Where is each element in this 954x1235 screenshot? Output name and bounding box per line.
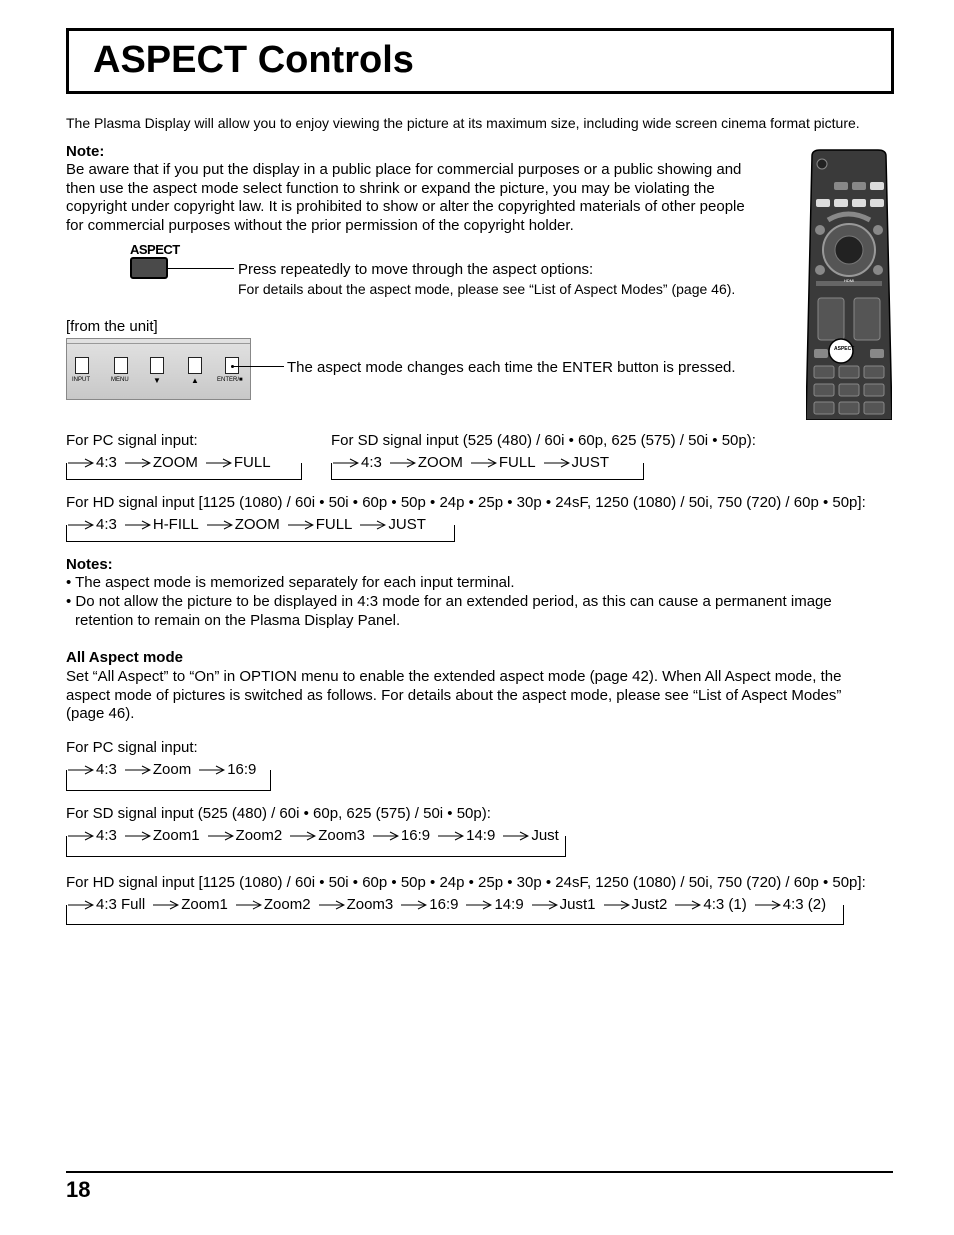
- page-title: ASPECT Controls: [93, 39, 414, 81]
- sd-flow-step: ZOOM: [417, 454, 463, 471]
- unit-down-button[interactable]: [150, 357, 164, 374]
- all-sd-flow-step: 4:3: [96, 827, 117, 844]
- aspect-button-label: ASPECT: [130, 242, 180, 257]
- unit-panel-edge: [67, 343, 250, 344]
- all-pc-flow-step: Zoom: [152, 761, 192, 778]
- aspect-detail: For details about the aspect mode, please see “List of Aspect Modes” (page 46).: [238, 281, 736, 297]
- all-sd-flow-step: Just: [531, 827, 559, 844]
- all-aspect-line-1: Set “All Aspect” to “On” in OPTION menu to enable the extended aspect mode (page 42). When All Aspect mode, the: [66, 668, 842, 685]
- unit-up-button[interactable]: [188, 357, 202, 374]
- all-hd-flow-step: Zoom3: [346, 896, 394, 913]
- pc-flow-step: ZOOM: [152, 454, 198, 471]
- hd-flow-label: For HD signal input [1125 (1080) / 60i • 50i • 60p • 50p • 24p • 25p • 30p • 24sF, 1250 (1080) / 50i, 750 (720) / 60p • 50p]:: [66, 494, 866, 511]
- hd-flow-step: ZOOM: [234, 516, 280, 533]
- all-hd-flow-step: 16:9: [429, 896, 459, 913]
- unit-label-input: INPUT: [72, 377, 90, 383]
- unit-label-down: ▼: [153, 376, 161, 385]
- notes-item-1: • The aspect mode is memorized separately for each input terminal.: [66, 574, 515, 591]
- all-sd-flow-step: Zoom1: [152, 827, 200, 844]
- remote-aspect-label: ASPECT: [834, 346, 855, 352]
- unit-panel: [66, 338, 251, 400]
- hd-flow-step: JUST: [388, 516, 426, 533]
- all-aspect-line-3: (page 46).: [66, 705, 135, 722]
- all-hd-flow-step: 4:3 (1): [703, 896, 747, 913]
- all-hd-flow-loop: [66, 905, 844, 925]
- unit-label-enter: ENTER/■: [217, 377, 243, 383]
- hd-flow-step: 4:3: [96, 516, 117, 533]
- sd-flow-loop: [331, 463, 644, 480]
- page-number: 18: [66, 1177, 91, 1202]
- title-box: [66, 28, 894, 94]
- all-aspect-line-2: aspect mode of pictures is switched as follows. For details about the aspect mode, please see “List of Aspect Modes”: [66, 687, 842, 704]
- all-pc-flow-step: 4:3: [96, 761, 117, 778]
- all-hd-flow-step: Zoom1: [181, 896, 228, 913]
- aspect-leader-line: [168, 268, 234, 269]
- hd-flow-step: H-FILL: [152, 516, 199, 533]
- all-hd-flow-step: Just2: [631, 896, 668, 913]
- all-sd-flow-step: 14:9: [466, 827, 496, 844]
- sd-flow-step: 4:3: [361, 454, 382, 471]
- footer-rule: [66, 1171, 893, 1173]
- hd-flow-loop: [66, 525, 455, 542]
- notes-item-2-cont: retention to remain on the Plasma Display Panel.: [75, 612, 401, 629]
- all-sd-flow-label: For SD signal input (525 (480) / 60i • 60p, 625 (575) / 50i • 50p):: [66, 805, 491, 822]
- intro-text: The Plasma Display will allow you to enjoy viewing the picture at its maximum size, including wide screen cinema format picture.: [66, 115, 860, 131]
- note-line-3: copyright under copyright law. It is prohibited to show or alter the copyrighted materials of other people: [66, 198, 745, 215]
- unit-input-button[interactable]: [75, 357, 89, 374]
- all-hd-flow-step: 4:3 (2): [782, 896, 827, 913]
- all-sd-flow-step: Zoom3: [318, 827, 365, 844]
- all-sd-flow-step: Zoom2: [235, 827, 283, 844]
- sd-flow-step: JUST: [571, 454, 610, 471]
- unit-instruction: The aspect mode changes each time the ENTER button is pressed.: [287, 359, 736, 376]
- all-pc-flow-loop: [66, 770, 271, 791]
- sd-flow-label: For SD signal input (525 (480) / 60i • 60p, 625 (575) / 50i • 50p):: [331, 432, 756, 449]
- all-hd-flow-step: 14:9: [494, 896, 524, 913]
- note-line-4: for commercial purposes without the prior permission of the copyright holder.: [66, 217, 574, 234]
- unit-menu-button[interactable]: [114, 357, 128, 374]
- all-aspect-heading: All Aspect mode: [66, 649, 183, 666]
- unit-leader-line: [232, 366, 284, 367]
- note-line-1: Be aware that if you put the display in a public place for commercial purposes or a public showing and: [66, 161, 742, 178]
- note-heading: Note:: [66, 143, 105, 160]
- all-sd-flow-loop: [66, 836, 566, 857]
- all-hd-flow-step: Zoom2: [263, 896, 311, 913]
- all-pc-flow-step: 16:9: [227, 761, 257, 778]
- remote-hdmi-label: HDMI: [844, 278, 855, 283]
- pc-flow-loop: [66, 463, 302, 480]
- unit-label-up: ▲: [191, 376, 199, 385]
- unit-caption: [from the unit]: [66, 318, 158, 335]
- all-hd-flow-label: For HD signal input [1125 (1080) / 60i • 50i • 60p • 50p • 24p • 25p • 30p • 24sF, 1250 (1080) / 50i, 750 (720) / 60p • 50p]:: [66, 874, 866, 891]
- sd-flow-step: FULL: [498, 454, 536, 471]
- pc-flow-label: For PC signal input:: [66, 432, 198, 449]
- remote-control: [806, 148, 892, 420]
- hd-flow-step: FULL: [315, 516, 353, 533]
- all-sd-flow-step: 16:9: [400, 827, 431, 844]
- aspect-instruction: Press repeatedly to move through the aspect options:: [238, 261, 594, 278]
- notes-item-2: • Do not allow the picture to be displayed in 4:3 mode for an extended period, as this can cause a permanent image: [66, 593, 832, 610]
- all-hd-flow-step: 4:3 Full: [96, 896, 146, 913]
- all-pc-flow-label: For PC signal input:: [66, 739, 198, 756]
- unit-label-menu: MENU: [111, 377, 129, 383]
- pc-flow-step: FULL: [233, 454, 271, 471]
- note-line-2: then use the aspect mode select function to shrink or expand the picture, you may be violating the: [66, 180, 715, 197]
- pc-flow-step: 4:3: [96, 454, 117, 471]
- aspect-button[interactable]: [130, 257, 168, 279]
- all-hd-flow-step: Just1: [559, 896, 596, 913]
- notes-heading: Notes:: [66, 556, 113, 573]
